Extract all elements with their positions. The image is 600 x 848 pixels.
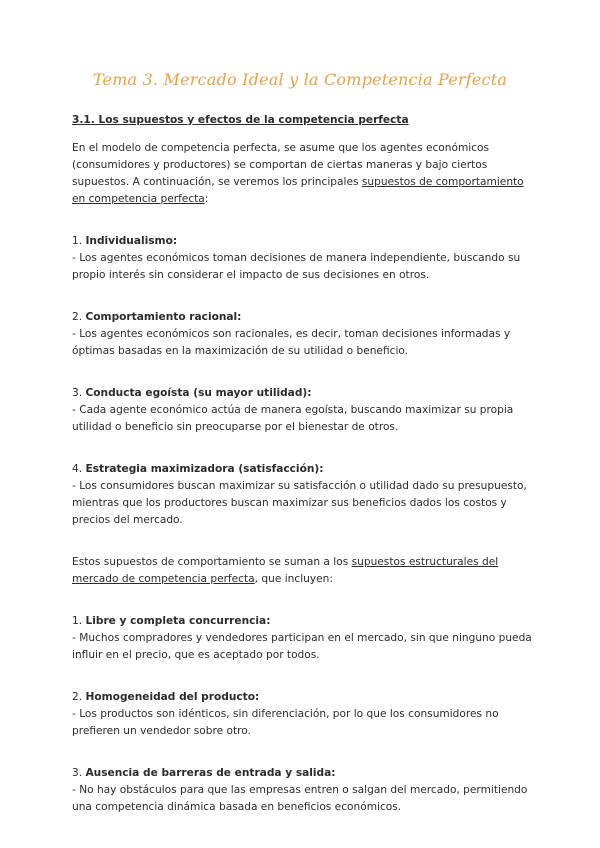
item-number: 3.	[72, 767, 83, 779]
item-title: Conducta egoísta (su mayor utilidad):	[85, 387, 312, 399]
item-description: - No hay obstáculos para que las empresas entren o salgan del mercado, permitiendo una competencia dinámica basada en beneficios económicos.	[72, 784, 528, 813]
intro-text-end: :	[204, 193, 209, 205]
item-number: 2.	[72, 691, 83, 703]
page-title: Tema 3. Mercado Ideal y la Competencia Perfecta	[92, 70, 508, 89]
intro-text: En el modelo de competencia perfecta, se asume que los agentes económicos (consumidores y productores) se comportan de ciertas maneras y bajo ciertos supuestos. A continuación, se veremos los principales	[72, 142, 490, 188]
list-item	[72, 461, 532, 529]
bridge-paragraph	[72, 554, 532, 588]
list-item	[72, 689, 532, 740]
item-title: Libre y completa concurrencia:	[85, 615, 271, 627]
intro-link[interactable]: supuestos de comportamiento en competencia perfecta	[72, 176, 524, 205]
item-description: - Los agentes económicos son racionales, es decir, toman decisiones informadas y óptimas basadas en la maximización de su utilidad o beneficio.	[72, 328, 511, 357]
item-title: Homogeneidad del producto:	[85, 691, 260, 703]
list-item	[72, 613, 532, 664]
list-item	[72, 765, 532, 816]
item-description: - Los productos son idénticos, sin diferenciación, por lo que los consumidores no prefieren un vendedor sobre otro.	[72, 708, 499, 737]
item-description: - Los agentes económicos toman decisiones de manera independiente, buscando su propio interés sin considerar el impacto de sus decisiones en otros.	[72, 252, 521, 281]
behavior-list	[72, 233, 532, 529]
content	[72, 112, 532, 841]
bridge-link[interactable]: supuestos estructurales del mercado de competencia perfecta	[72, 556, 499, 585]
list-item	[72, 309, 532, 360]
item-title: Individualismo:	[85, 235, 178, 247]
item-number: 1.	[72, 235, 83, 247]
item-number: 1.	[72, 615, 83, 627]
list-item	[72, 385, 532, 436]
section-title: 3.1. Los supuestos y efectos de la competencia perfecta	[72, 114, 409, 126]
item-description: - Muchos compradores y vendedores participan en el mercado, sin que ninguno pueda influir en el precio, que es aceptado por todos.	[72, 632, 532, 661]
item-title: Estrategia maximizadora (satisfacción):	[85, 463, 324, 475]
item-number: 4.	[72, 463, 83, 475]
intro-paragraph	[72, 140, 532, 208]
item-title: Ausencia de barreras de entrada y salida:	[85, 767, 336, 779]
item-description: - Los consumidores buscan maximizar su satisfacción o utilidad dado su presupuesto, mientras que los productores buscan maximizar sus beneficios dados los costos y precios del mercado.	[72, 480, 527, 526]
bridge-text-end: , que incluyen:	[254, 573, 333, 585]
item-number: 2.	[72, 311, 83, 323]
list-item	[72, 233, 532, 284]
item-title: Comportamiento racional:	[85, 311, 242, 323]
bridge-text: Estos supuestos de comportamiento se suman a los	[72, 556, 352, 568]
structural-list	[72, 613, 532, 816]
item-description: - Cada agente económico actúa de manera egoísta, buscando maximizar su propia utilidad o beneficio sin preocuparse por el bienestar de otros.	[72, 404, 514, 433]
item-number: 3.	[72, 387, 83, 399]
